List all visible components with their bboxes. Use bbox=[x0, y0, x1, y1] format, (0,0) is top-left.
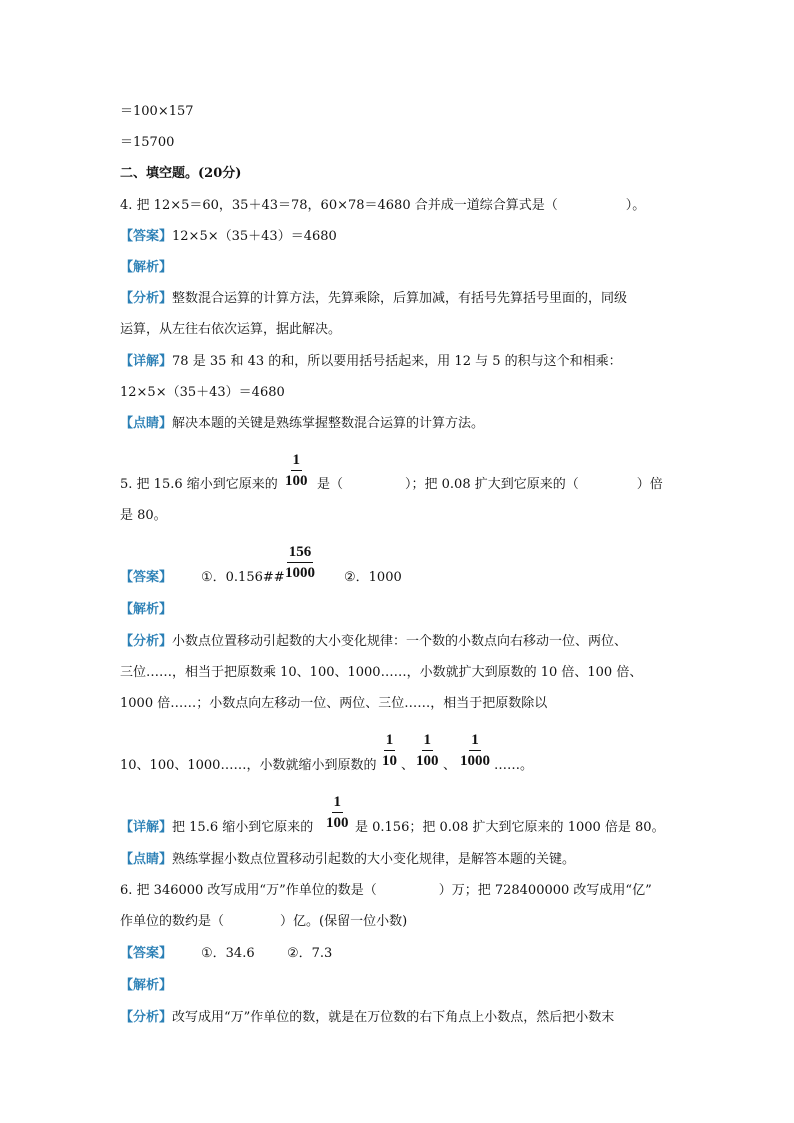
question-6-cont bbox=[120, 913, 407, 931]
q6-analysis-tag: 【解析】 bbox=[120, 978, 173, 993]
q4-analysis-tag: 【解析】 bbox=[120, 260, 173, 275]
question-6 bbox=[120, 882, 652, 900]
list-separator: 、 bbox=[443, 758, 457, 773]
fenxi-tag: 【分析】 bbox=[120, 291, 173, 306]
q4-analysis-cont: 运算，从左往右依次运算，据此解决。 bbox=[120, 322, 342, 337]
q4-detail-text: 78 是 35 和 43 的和，所以要用括号括起来，用 12 与 5 的积与这个和相乘： bbox=[172, 354, 622, 369]
question-5-c-text: ）；把 0.08 扩大到它原来的（ bbox=[405, 477, 579, 492]
question-4 bbox=[120, 197, 645, 215]
fenxi-tag: 【分析】 bbox=[120, 1010, 173, 1025]
q5-analysis-end: ……。 bbox=[494, 758, 534, 773]
xiangjie-tag: 【详解】 bbox=[120, 354, 173, 369]
answer-tag: 【答案】 bbox=[120, 229, 173, 244]
fraction-answer bbox=[283, 543, 317, 582]
fraction-numerator: 1 bbox=[469, 731, 481, 751]
q6-answer-1: ①．34.6 bbox=[201, 946, 255, 961]
fraction-one-thousandth bbox=[458, 731, 492, 770]
question-5-a: 5. 把 15.6 缩小到它原来的 bbox=[120, 477, 278, 492]
q5-analysis-tag: 【解析】 bbox=[120, 602, 173, 617]
q5-detail-text: 把 15.6 缩小到它原来的 bbox=[172, 820, 314, 835]
question-4-end: ）。 bbox=[625, 198, 646, 213]
q4-detail bbox=[120, 353, 622, 371]
fenxi-tag: 【分析】 bbox=[120, 634, 173, 649]
question-5-e: 是 80。 bbox=[120, 508, 167, 523]
q5-analysis bbox=[120, 633, 627, 651]
section-title: 二、填空题。(20分) bbox=[120, 166, 242, 181]
q6-answer bbox=[120, 945, 172, 963]
q4-answer bbox=[120, 228, 337, 246]
q5-fenxi-text: 小数点位置移动引起数的大小变化规律：一个数的小数点向右移动一位、两位、 bbox=[172, 634, 628, 649]
question-5-d-text: ）倍 bbox=[636, 477, 663, 492]
q5-analysis-cont-1: 三位……，相当于把原数乘 10、100、1000……，小数就扩大到原数的 10 倍、100 倍、 bbox=[120, 665, 643, 680]
q4-detail-formula: 12×5×（35＋43）＝4680 bbox=[120, 385, 285, 400]
calc-line-2: ＝15700 bbox=[120, 135, 175, 150]
fraction-q5 bbox=[283, 451, 310, 490]
calc-line-1: ＝100×157 bbox=[120, 104, 194, 119]
q5-key-point bbox=[120, 851, 575, 869]
xiangjie-tag: 【详解】 bbox=[120, 820, 173, 835]
question-6-b: ）万；把 728400000 改写成用“亿” bbox=[438, 883, 652, 898]
answer-tag: 【答案】 bbox=[120, 570, 173, 585]
q5-answer-1: ①．0.156## bbox=[201, 570, 285, 585]
fraction-numerator: 1 bbox=[422, 731, 434, 751]
q6-fenxi-text: 改写成用“万”作单位的数，就是在万位数的右下角点上小数点，然后把小数末 bbox=[172, 1010, 615, 1025]
fraction-one-hundredth bbox=[414, 731, 441, 770]
fraction-numerator: 1 bbox=[291, 451, 303, 471]
fraction-denominator: 100 bbox=[416, 753, 439, 769]
q5-answer bbox=[120, 569, 172, 587]
fraction-denominator: 100 bbox=[285, 473, 308, 489]
question-5-b-text: 是（ bbox=[317, 477, 344, 492]
question-4-text: 4. 把 12×5＝60，35＋43＝78，60×78＝4680 合并成一道综合算式是（ bbox=[120, 198, 558, 213]
dianjing-tag: 【点睛】 bbox=[120, 416, 173, 431]
fraction-one-tenth bbox=[380, 731, 399, 770]
q4-key-point bbox=[120, 415, 484, 433]
answer-tag: 【答案】 bbox=[120, 946, 173, 961]
fraction-numerator: 156 bbox=[287, 543, 314, 563]
q5-detail-cont: 是 0.156；把 0.08 扩大到它原来的 1000 倍是 80。 bbox=[355, 820, 665, 835]
q4-analysis bbox=[120, 290, 627, 308]
fraction-denominator: 1000 bbox=[285, 565, 315, 581]
q5-analysis-cont-3: 10、100、1000……，小数就缩小到原数的 bbox=[120, 758, 377, 773]
q6-answer-2: ②．7.3 bbox=[287, 946, 333, 961]
fraction-denominator: 100 bbox=[326, 815, 349, 831]
fraction-numerator: 1 bbox=[384, 731, 396, 751]
q4-key-point-text: 解决本题的关键是熟练掌握整数混合运算的计算方法。 bbox=[172, 416, 485, 431]
question-6-a: 6. 把 346000 改写成用“万”作单位的数是（ bbox=[120, 883, 377, 898]
question-6-c: 作单位的数约是（ bbox=[120, 914, 225, 929]
q6-analysis bbox=[120, 1009, 614, 1027]
q5-analysis-cont-2: 1000 倍……；小数点向左移动一位、两位、三位……，相当于把原数除以 bbox=[120, 696, 548, 711]
q4-fenxi-text: 整数混合运算的计算方法，先算乘除，后算加减，有括号先算括号里面的，同级 bbox=[172, 291, 628, 306]
fraction-numerator: 1 bbox=[332, 793, 344, 813]
question-5-b bbox=[317, 476, 663, 494]
fraction-denominator: 10 bbox=[382, 753, 397, 769]
q5-key-point-text: 熟练掌握小数点位置移动引起数的大小变化规律，是解答本题的关键。 bbox=[172, 852, 576, 867]
fraction-detail bbox=[324, 793, 351, 832]
dianjing-tag: 【点睛】 bbox=[120, 852, 173, 867]
question-6-d: ）亿。(保留一位小数) bbox=[280, 914, 408, 929]
list-separator: 、 bbox=[401, 758, 415, 773]
fraction-denominator: 1000 bbox=[460, 753, 490, 769]
q5-detail bbox=[120, 819, 313, 837]
q4-answer-text: 12×5×（35＋43）＝4680 bbox=[172, 229, 337, 244]
q5-answer-2: ②．1000 bbox=[344, 570, 402, 585]
